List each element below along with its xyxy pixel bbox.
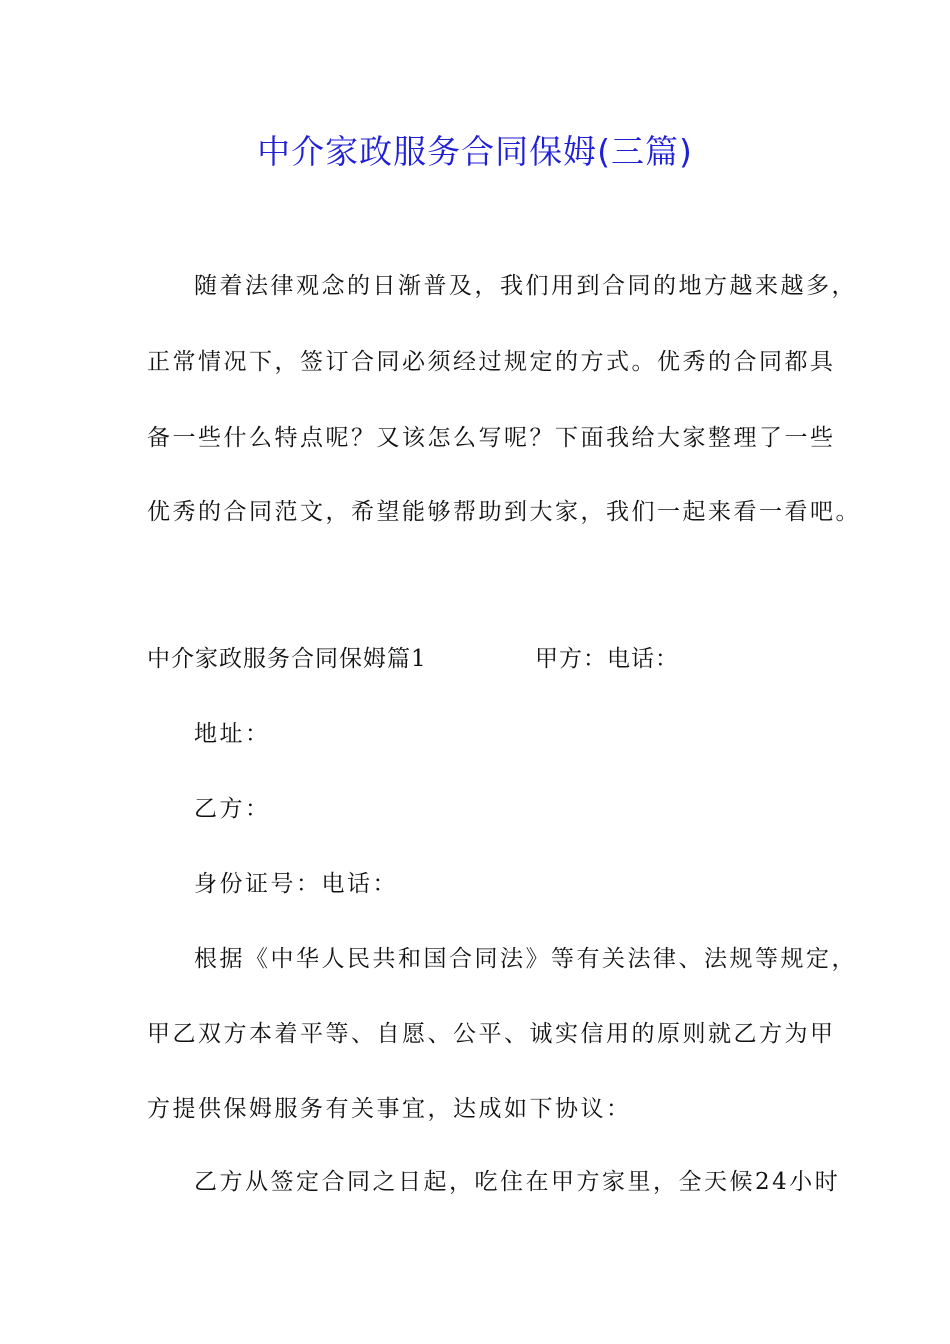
clause-line: 乙方从签定合同之日起，吃住在甲方家里，全天候24小时 bbox=[194, 1169, 841, 1195]
intro-line: 正常情况下，签订合同必须经过规定的方式。优秀的合同都具 bbox=[147, 349, 836, 375]
basis-line: 甲乙双方本着平等、自愿、公平、诚实信用的原则就乙方为甲 bbox=[147, 1021, 836, 1047]
id-phone-label: 身份证号：电话： bbox=[194, 871, 398, 897]
basis-line: 根据《中华人民共和国合同法》等有关法律、法规等规定， bbox=[194, 946, 857, 972]
section-heading: 中介家政服务合同保姆篇1 bbox=[147, 646, 427, 672]
basis-line: 方提供保姆服务有关事宜，达成如下协议： bbox=[147, 1096, 632, 1122]
address-label: 地址： bbox=[194, 721, 271, 747]
intro-line: 随着法律观念的日渐普及，我们用到合同的地方越来越多， bbox=[194, 273, 857, 299]
party-b-label: 乙方： bbox=[194, 796, 271, 822]
intro-line: 优秀的合同范文，希望能够帮助到大家，我们一起来看一看吧。 bbox=[147, 499, 861, 525]
intro-line: 备一些什么特点呢？又该怎么写呢？下面我给大家整理了一些 bbox=[147, 425, 836, 451]
party-a-phone: 甲方：电话： bbox=[535, 646, 679, 672]
page-title: 中介家政服务合同保姆(三篇) bbox=[257, 132, 693, 171]
